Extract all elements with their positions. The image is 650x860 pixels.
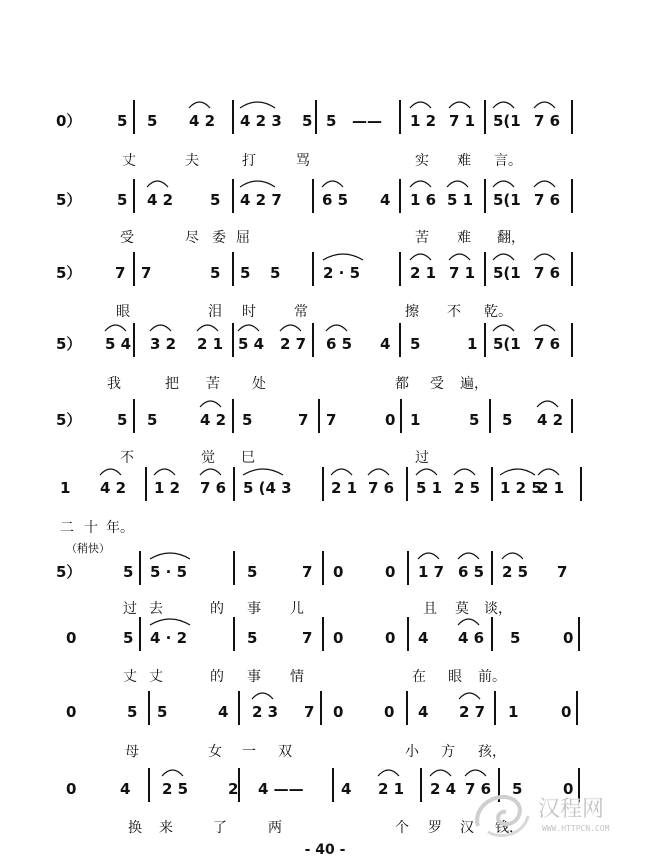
notation-group: 7 [302, 629, 313, 647]
lyric-syllable: 十 [84, 520, 98, 536]
notation-group: 5 [117, 411, 128, 429]
notation-group: 5 [270, 264, 281, 282]
notation-group: 7 [557, 563, 568, 581]
notation-group: 2 7 [459, 703, 486, 721]
notation-group: 0 [333, 703, 344, 721]
notation-group: 4 2 [189, 112, 216, 130]
lyric-syllable: 不 [447, 304, 461, 320]
notation-group: 4 2 [100, 479, 127, 497]
lyric-syllable: 受 [120, 230, 134, 246]
notation-group: 2 1 [197, 335, 224, 353]
lyric-syllable: 时 [242, 304, 256, 320]
notation-group: 0 [66, 629, 77, 647]
lyric-syllable: 眼 [448, 669, 462, 685]
notation-group: 5 [210, 191, 221, 209]
notation-group: 5 [302, 112, 313, 130]
lyric-syllable: 的 [210, 669, 224, 685]
notation-group: 5 [247, 563, 258, 581]
lyric-syllable: 受 [430, 376, 444, 392]
notation-group: 4 [418, 703, 429, 721]
notation-group: 1 2 [154, 479, 181, 497]
lyric-syllable: 儿 [290, 601, 304, 617]
notation-group: 0 [66, 780, 77, 798]
notation-group: 7 6 [534, 112, 561, 130]
lyric-syllable: 过 [123, 601, 137, 617]
notation-group: 5 4 [105, 335, 132, 353]
lyric-syllable: 情 [290, 669, 304, 685]
lyric-syllable: 方 [441, 744, 455, 760]
notation-group: 2 5 [162, 780, 189, 798]
notation-group: 5 1 [447, 191, 474, 209]
notation-group: 5 [147, 112, 158, 130]
lyric-syllable: 擦 [405, 304, 419, 320]
lyric-syllable: 言。 [494, 153, 522, 169]
notation-group: 0 [384, 703, 395, 721]
lyric-syllable: 难 [457, 153, 471, 169]
notation-group: 5 [326, 112, 337, 130]
lyric-syllable: 谈， [484, 601, 512, 617]
lyric-syllable: 一 [242, 744, 256, 760]
lyric-syllable: 事 [247, 669, 261, 685]
notation-group: 6 5 [326, 335, 353, 353]
lyric-syllable: 难 [457, 230, 471, 246]
notation-group: 5 [210, 264, 221, 282]
slur-marks [0, 92, 650, 116]
page-number: - 40 - [304, 842, 346, 858]
notation-group: 0 [385, 411, 396, 429]
lyric-syllable: 眼 [116, 304, 130, 320]
lyric-syllable: 骂 [296, 153, 310, 169]
lyric-syllable: 个 [395, 820, 409, 836]
swirl-icon [468, 786, 534, 842]
notation-group: 1 2 [410, 112, 437, 130]
lyric-syllable: 丈 [122, 153, 136, 169]
notation-group: 5 1 [416, 479, 443, 497]
notation-group: 5 [240, 264, 251, 282]
lyric-syllable: 处 [252, 376, 266, 392]
notation-group: 4 [218, 703, 229, 721]
notation-group: 1 [60, 479, 71, 497]
notation-group: 7 [304, 703, 315, 721]
notation-group: 6 5 [458, 563, 485, 581]
notation-group: 5） [56, 264, 82, 282]
lyric-syllable: 夫 [185, 153, 199, 169]
notation-group: 7 6 [534, 191, 561, 209]
lyric-syllable: 遍， [460, 376, 488, 392]
notation-group: —— [352, 112, 382, 130]
lyric-syllable: 小 [405, 744, 419, 760]
lyric-syllable: 母 [125, 744, 139, 760]
lyric-syllable: 过 [415, 450, 429, 466]
notation-group: 4 2 7 [240, 191, 282, 209]
notation-group: 2 1 [410, 264, 437, 282]
lyric-syllable: 尽 [185, 230, 199, 246]
slur-marks [0, 609, 650, 633]
lyric-syllable: 钱， [495, 820, 523, 836]
lyric-syllable: 且 [423, 601, 437, 617]
lyric-syllable: 打 [242, 153, 256, 169]
notation-group: 7 1 [449, 264, 476, 282]
notation-group: 5 [469, 411, 480, 429]
notation-group: 2 3 [252, 703, 279, 721]
notation-group: 7 1 [449, 112, 476, 130]
notation-group: 4 2 [537, 411, 564, 429]
notation-group: 5(1 [493, 112, 521, 130]
watermark-url: WWW.HTTPCN.COM [542, 824, 610, 833]
notation-group: 5 [510, 629, 521, 647]
notation-group: 0 [385, 563, 396, 581]
notation-group: 0 [563, 629, 574, 647]
slur-marks [0, 315, 650, 339]
lyric-syllable: 在 [412, 669, 426, 685]
notation-group: 1 7 [418, 563, 445, 581]
notation-group: 5 [512, 780, 523, 798]
slur-marks [0, 244, 650, 268]
notation-group: 4 [418, 629, 429, 647]
lyric-syllable: 女 [208, 744, 222, 760]
notation-group: 1 [410, 411, 421, 429]
notation-group: 2 1 [538, 479, 565, 497]
lyric-syllable: 双 [278, 744, 292, 760]
notation-group: 5 [123, 563, 134, 581]
slur-marks [0, 171, 650, 195]
slur-marks [0, 683, 650, 707]
notation-group: 4 [120, 780, 131, 798]
lyric-syllable: 年。 [106, 520, 134, 536]
lyric-syllable: 把 [165, 376, 179, 392]
notation-group: 7 [302, 563, 313, 581]
notation-group: 5 [147, 411, 158, 429]
notation-group: 2 5 [454, 479, 481, 497]
notation-group: 5 [117, 112, 128, 130]
notation-group: 2 5 [502, 563, 529, 581]
notation-group: 1 6 [410, 191, 437, 209]
lyric-syllable: 我 [107, 376, 121, 392]
lyric-syllable: 不 [120, 450, 134, 466]
notation-group: 4 6 [458, 629, 485, 647]
lyric-syllable: 去 [149, 601, 163, 617]
notation-group: 0 [563, 780, 574, 798]
lyric-syllable: 乾。 [484, 304, 512, 320]
notation-group: 7 [298, 411, 309, 429]
notation-group: 4 [380, 191, 391, 209]
lyric-syllable: 前。 [478, 669, 506, 685]
notation-group: 5 [127, 703, 138, 721]
notation-group: 0 [561, 703, 572, 721]
notation-group: 5 [157, 703, 168, 721]
lyric-syllable: 翻， [497, 230, 525, 246]
notation-group: 5 [502, 411, 513, 429]
notation-group: 1 2 5 [500, 479, 542, 497]
lyric-syllable: 丈 [149, 669, 163, 685]
notation-group: 1 [508, 703, 519, 721]
notation-group: 6 5 [322, 191, 349, 209]
notation-group: 0） [56, 112, 82, 130]
lyric-syllable: 来 [159, 820, 173, 836]
notation-group: 5 [410, 335, 421, 353]
notation-group: 4 · 2 [150, 629, 188, 647]
lyric-syllable: 汉 [460, 820, 474, 836]
slur-marks [0, 391, 650, 415]
lyric-syllable: 的 [210, 601, 224, 617]
slur-marks [0, 760, 650, 784]
lyric-syllable: 了 [213, 820, 227, 836]
lyric-syllable: 常 [294, 304, 308, 320]
notation-group: 5 [117, 191, 128, 209]
lyric-syllable: 罗 [428, 820, 442, 836]
watermark-title: 汉程网 [538, 797, 605, 822]
notation-group: 7 [141, 264, 152, 282]
lyric-syllable: 事 [247, 601, 261, 617]
notation-group: 5 (4 3 [243, 479, 292, 497]
notation-group: 0 [333, 629, 344, 647]
notation-group: 2 · 5 [323, 264, 361, 282]
notation-group: 2 1 [331, 479, 358, 497]
notation-group: 0 [66, 703, 77, 721]
notation-group: 5） [56, 335, 82, 353]
notation-group: 5(1 [493, 335, 521, 353]
watermark-logo [468, 786, 638, 842]
notation-group: 4 2 [200, 411, 227, 429]
notation-group: 4 2 3 [240, 112, 282, 130]
lyric-syllable: 委 [212, 230, 226, 246]
notation-group: 4 —— [258, 780, 304, 798]
notation-group: 4 [380, 335, 391, 353]
notation-group: 2 4 [430, 780, 457, 798]
notation-group: 7 6 [534, 335, 561, 353]
notation-group: 0 [385, 629, 396, 647]
notation-group: 5(1 [493, 191, 521, 209]
notation-group: 7 [326, 411, 337, 429]
lyric-syllable: 实 [415, 153, 429, 169]
notation-group: 7 6 [200, 479, 227, 497]
notation-group: 5） [56, 191, 82, 209]
notation-group: 5 [123, 629, 134, 647]
notation-group: 5 4 [238, 335, 265, 353]
notation-group: 7 6 [368, 479, 395, 497]
tempo-mark: （稍快） [66, 542, 110, 555]
lyric-syllable: 巳 [241, 450, 255, 466]
notation-group: 2 [228, 780, 239, 798]
lyric-syllable: 苦 [206, 376, 220, 392]
notation-group: 7 6 [465, 780, 492, 798]
lyric-syllable: 换 [128, 820, 142, 836]
notation-group: 5 · 5 [150, 563, 188, 581]
notation-group: 7 6 [534, 264, 561, 282]
lyric-syllable: 二 [60, 520, 74, 536]
notation-group: 5） [56, 563, 82, 581]
notation-group: 1 [467, 335, 478, 353]
slur-marks [0, 459, 650, 483]
lyric-syllable: 泪 [208, 304, 222, 320]
notation-group: 0 [333, 563, 344, 581]
lyric-syllable: 丈 [123, 669, 137, 685]
lyric-syllable: 觉 [201, 450, 215, 466]
lyric-syllable: 都 [395, 376, 409, 392]
notation-group: 5 [242, 411, 253, 429]
lyric-syllable: 屈 [236, 230, 250, 246]
notation-group: 4 2 [147, 191, 174, 209]
lyric-syllable: 两 [268, 820, 282, 836]
notation-group: 5(1 [493, 264, 521, 282]
lyric-syllable: 莫 [455, 601, 469, 617]
lyric-syllable: 苦 [415, 230, 429, 246]
notation-group: 7 [115, 264, 126, 282]
notation-group: 5 [247, 629, 258, 647]
notation-group: 3 2 [150, 335, 177, 353]
lyric-syllable: 孩， [478, 744, 506, 760]
notation-group: 2 1 [378, 780, 405, 798]
notation-group: 4 [341, 780, 352, 798]
notation-group: 5） [56, 411, 82, 429]
notation-group: 2 7 [280, 335, 307, 353]
